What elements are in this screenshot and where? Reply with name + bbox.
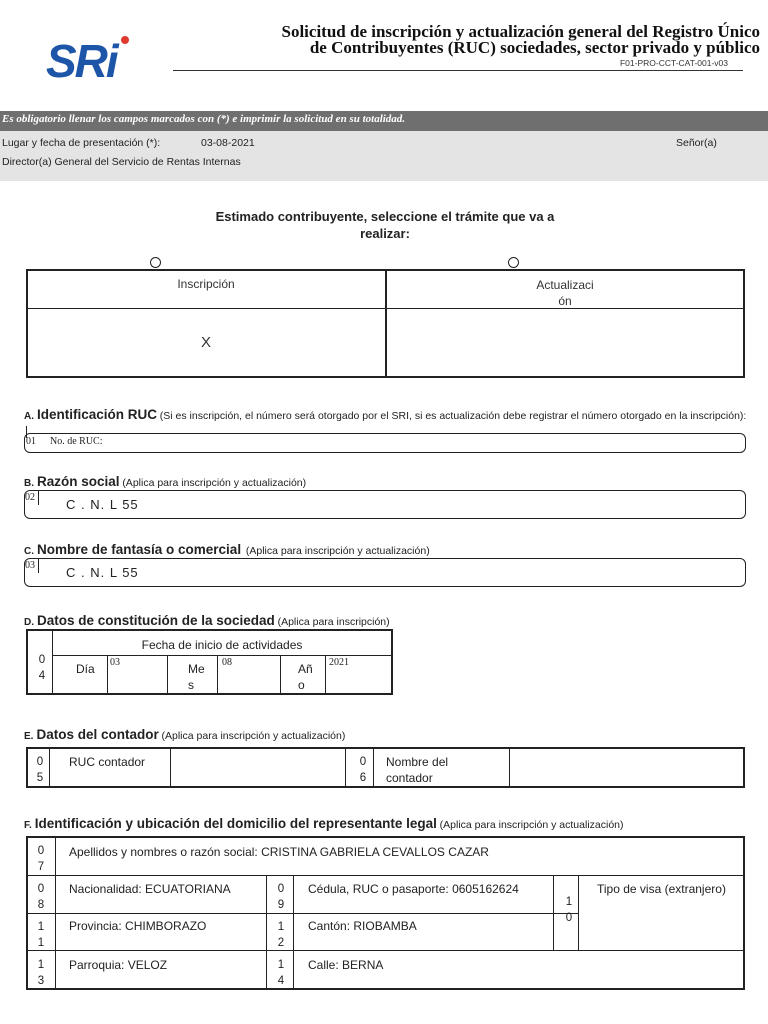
place-date-label: Lugar y fecha de presentación (*): bbox=[2, 137, 161, 149]
representante-province[interactable]: Provincia: CHIMBORAZO bbox=[69, 919, 207, 933]
section-a-heading: A. Identificación RUC (Si es inscripción, el número será otorgado por el SRI, si es actualización debe registrar el número otorgado en la inscripción): bbox=[24, 407, 747, 422]
e-divider-1 bbox=[49, 747, 50, 788]
anio-value[interactable]: 2021 bbox=[329, 657, 349, 668]
mes-value[interactable]: 08 bbox=[222, 657, 232, 668]
form-title: Solicitud de inscripción y actualización general del Registro Único de Contribuyentes (RUC) sociedades, sector privado y público bbox=[281, 22, 760, 57]
anio-label: Añ o bbox=[298, 662, 313, 692]
sri-logo bbox=[44, 34, 136, 82]
e-divider-2 bbox=[170, 747, 171, 788]
nombre-contador-input[interactable] bbox=[511, 749, 743, 786]
field-11-number: 1 1 bbox=[37, 921, 45, 949]
ruc-field-number: 01 bbox=[26, 436, 36, 447]
tramite-col-inscripcion: Inscripción bbox=[177, 277, 235, 291]
notice-text: Es obligatorio llenar los campos marcados con (*) e imprimir la solicitud en su totalidad. bbox=[2, 113, 406, 125]
nombre-fantasia-tick bbox=[38, 559, 39, 573]
d-col-divider-5 bbox=[280, 655, 281, 694]
ruc-contador-input[interactable] bbox=[172, 749, 344, 786]
f-divider-b bbox=[293, 875, 294, 989]
section-e-heading: E. Datos del contador (Aplica para inscripción y actualización) bbox=[24, 727, 346, 742]
ruc-contador-label: RUC contador bbox=[69, 755, 146, 769]
field-05-number: 0 5 bbox=[36, 756, 44, 784]
e-divider-4 bbox=[373, 747, 374, 788]
actualizacion-mark-cell[interactable] bbox=[387, 309, 743, 376]
section-c-heading: C. Nombre de fantasía o comercial (Aplica para inscripción y actualización) bbox=[24, 542, 430, 557]
svg-text:SRi: SRi bbox=[46, 35, 117, 82]
dia-value[interactable]: 03 bbox=[110, 657, 120, 668]
representante-visa[interactable]: Tipo de visa (extranjero) bbox=[597, 882, 726, 896]
tramite-prompt: Estimado contribuyente, seleccione el trámite que va a realizar: bbox=[215, 209, 555, 241]
dia-label: Día bbox=[76, 662, 95, 676]
representante-id[interactable]: Cédula, RUC o pasaporte: 0605162624 bbox=[308, 882, 519, 896]
field-12-number: 1 2 bbox=[277, 921, 285, 949]
field-08-number: 0 8 bbox=[37, 883, 45, 911]
razon-social-value: C . N. L 55 bbox=[66, 497, 139, 512]
field-04-number: 0 4 bbox=[38, 654, 46, 682]
f-divider-d bbox=[578, 875, 579, 950]
f-row-divider-1 bbox=[27, 875, 744, 876]
field-09-number: 0 9 bbox=[277, 883, 285, 911]
salutation: Señor(a) bbox=[676, 137, 717, 149]
fecha-inicio-header: Fecha de inicio de actividades bbox=[141, 638, 303, 652]
e-divider-3 bbox=[345, 747, 346, 788]
d-col-divider-3 bbox=[167, 655, 168, 694]
representante-parish[interactable]: Parroquia: VELOZ bbox=[69, 958, 168, 972]
f-row-divider-2 bbox=[27, 913, 578, 914]
radio-actualizacion[interactable] bbox=[508, 257, 519, 268]
e-divider-5 bbox=[509, 747, 510, 788]
f-row-divider-3 bbox=[27, 950, 744, 951]
representante-nationality[interactable]: Nacionalidad: ECUATORIANA bbox=[69, 882, 231, 896]
tramite-col-actualizacion: Actualizaci ón bbox=[536, 278, 594, 308]
d-col-divider-2 bbox=[107, 655, 108, 694]
title-divider bbox=[173, 70, 743, 71]
f-divider-a bbox=[266, 875, 267, 989]
nombre-contador-label: Nombre del contador bbox=[386, 755, 449, 785]
f-divider-c bbox=[553, 875, 554, 950]
d-col-divider-4 bbox=[217, 655, 218, 694]
section-d-heading: D. Datos de constitución de la sociedad (Aplica para inscripción) bbox=[24, 613, 390, 628]
field-13-number: 1 3 bbox=[37, 959, 45, 987]
place-date-value[interactable]: 03-08-2021 bbox=[201, 137, 255, 149]
d-col-divider-6 bbox=[325, 655, 326, 694]
razon-social-tick bbox=[38, 491, 39, 505]
razon-social-number: 02 bbox=[25, 492, 35, 503]
nombre-fantasia-number: 03 bbox=[25, 560, 35, 571]
mes-label: Me s bbox=[188, 662, 205, 692]
field-10-number: 1 0 bbox=[565, 896, 573, 924]
ruc-field-label: No. de RUC: bbox=[50, 436, 103, 447]
field-07-number: 0 7 bbox=[37, 845, 45, 873]
nombre-fantasia-value: C . N. L 55 bbox=[66, 565, 139, 580]
addressee: Director(a) General del Servicio de Rentas Internas bbox=[2, 156, 241, 168]
section-b-heading: B. Razón social (Aplica para inscripción y actualización) bbox=[24, 474, 307, 489]
field-06-number: 0 6 bbox=[359, 756, 367, 784]
representante-names[interactable]: Apellidos y nombres o razón social: CRISTINA GABRIELA CEVALLOS CAZAR bbox=[69, 845, 489, 859]
radio-inscripcion[interactable] bbox=[150, 257, 161, 268]
field-14-number: 1 4 bbox=[277, 959, 285, 987]
section-f-heading: F. Identificación y ubicación del domicilio del representante legal (Aplica para inscripción y actualización) bbox=[24, 816, 624, 831]
d-row-divider bbox=[52, 655, 392, 656]
representante-street[interactable]: Calle: BERNA bbox=[308, 958, 384, 972]
form-code: F01-PRO-CCT-CAT-001-v03 bbox=[619, 58, 728, 68]
representante-canton[interactable]: Cantón: RIOBAMBA bbox=[308, 919, 417, 933]
inscripcion-mark[interactable]: X bbox=[200, 334, 211, 351]
ruc-field[interactable] bbox=[24, 433, 746, 453]
